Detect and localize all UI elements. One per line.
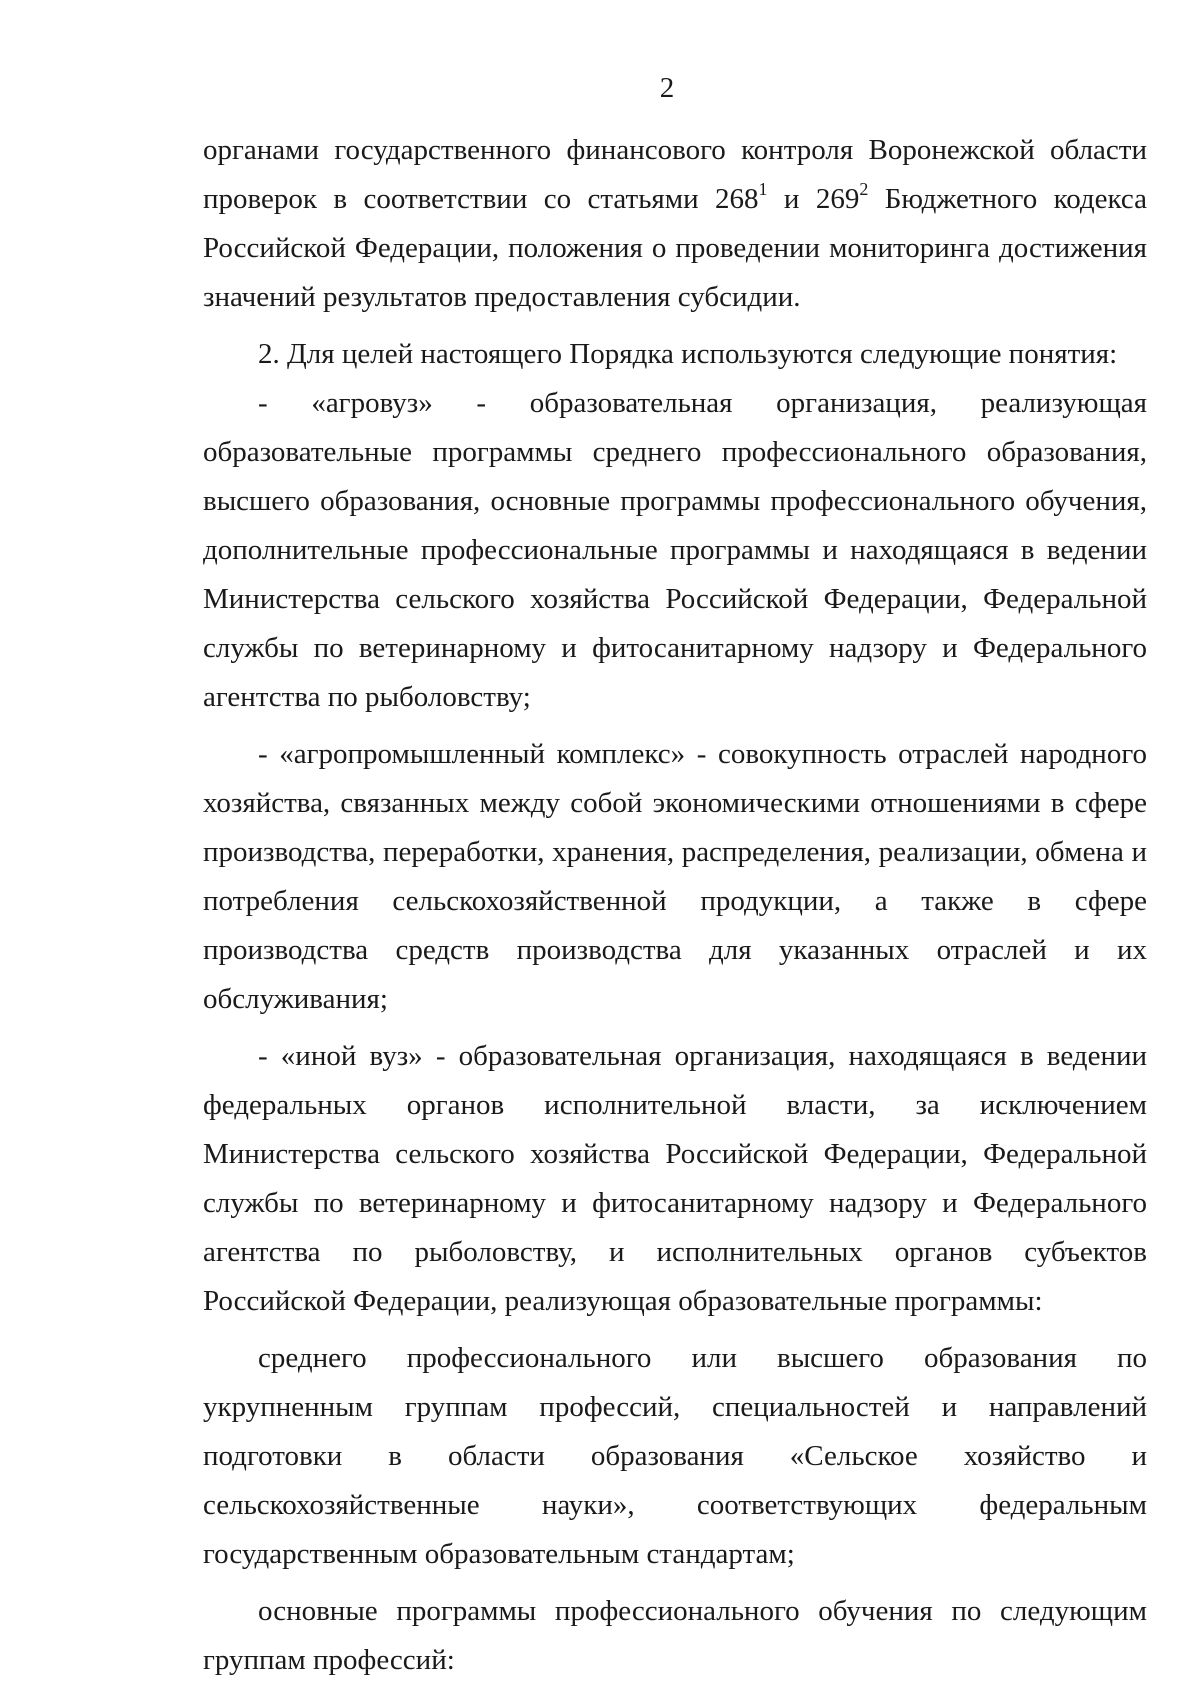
page-number: 2: [659, 72, 675, 104]
paragraph-continuation: [203, 126, 1147, 322]
paragraph-text: органами государственного финансового контроля Воронежской области проверок в соответствии со статьями 268: [203, 134, 1147, 215]
paragraph-definition-agro-complex: - «агропромышленный комплекс» - совокупность отраслей народного хозяйства, связанных между собой экономическими отношениями в сфере производства, переработки, хранения, распределения, реализации, обмена и потребления сельскохозяйственной продукции, а также в сфере производства средств производства для указанных отраслей и их обслуживания;: [203, 738, 1147, 1015]
paragraph-text: Бюджетного кодекса Российской Федерации, положения о проведении мониторинга достижения значений результатов предоставления субсидии.: [203, 183, 1147, 313]
paragraph-definitions-intro: 2. Для целей настоящего Порядка используются следующие понятия:: [258, 338, 1118, 370]
article-superscript: 1: [758, 179, 768, 200]
paragraph-definition-other-university: - «иной вуз» - образовательная организация, находящаяся в ведении федеральных органов исполнительной власти, за исключением Министерства сельского хозяйства Российской Федерации, Федеральной службы по ветеринарному и фитосанитарному надзору и Федерального агентства по рыболовству, и исполнительных органов субъектов Российской Федерации, реализующая образовательные программы:: [203, 1040, 1147, 1317]
paragraph-vocational-training: основные программы профессионального обучения по следующим группам профессий:: [203, 1595, 1147, 1676]
document-body: [203, 126, 1147, 1685]
article-superscript: 2: [859, 179, 869, 200]
paragraph-text: и 269: [767, 183, 860, 215]
paragraph-secondary-higher-education: среднего профессионального или высшего образования по укрупненным группам профессий, специальностей и направлений подготовки в области образования «Сельское хозяйство и сельскохозяйственные науки», соответствующих федеральным государственным образовательным стандартам;: [203, 1342, 1147, 1570]
paragraph-definition-agrovuz: - «агровуз» - образовательная организация, реализующая образовательные программы среднего профессионального образования, высшего образования, основные программы профессионального обучения, дополнительные профессиональные программы и находящаяся в ведении Министерства сельского хозяйства Российской Федерации, Федеральной службы по ветеринарному и фитосанитарному надзору и Федерального агентства по рыболовству;: [203, 387, 1147, 713]
